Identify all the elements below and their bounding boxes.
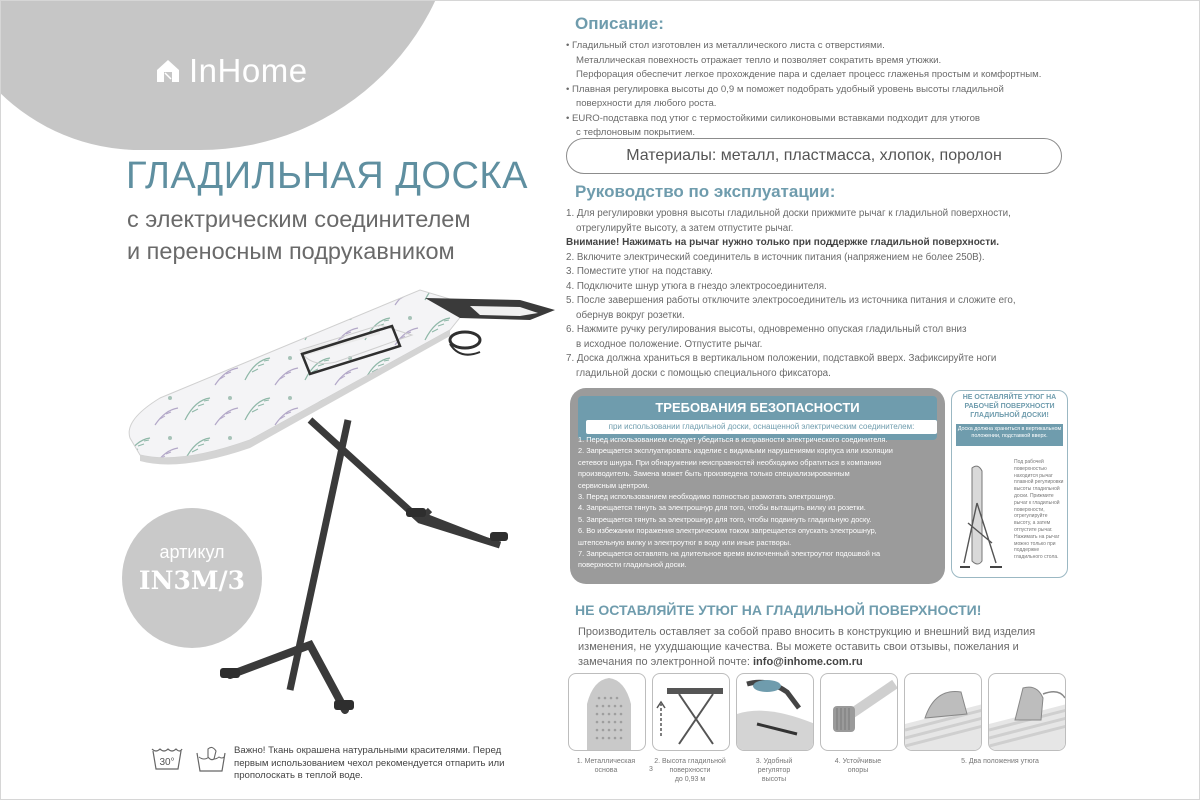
- guide-line: 3. Поместите утюг на подставку.: [566, 266, 713, 277]
- feature-label-line: основа: [594, 767, 618, 774]
- guide-line: обернув вокруг розетки.: [576, 309, 685, 321]
- safety-line: сетевого шнура. При обнаружении неисправностей необходимо обратиться в компанию: [578, 457, 882, 467]
- safety-line: 4. Запрещается тянуть за электрошнур для того, чтобы вытащить вилку из розетки.: [578, 503, 866, 513]
- feature-label-line: 4. Устойчивые: [834, 758, 882, 765]
- safety-line: 6. Во избежании поражения электрическим током запрещается опускать электрошнур,: [578, 526, 877, 536]
- feature-label-line: поверхности: [669, 767, 711, 774]
- feature-label: [566, 757, 646, 775]
- storage-side-card: [951, 390, 1068, 578]
- description-heading: Описание:: [575, 14, 664, 33]
- description-line: поверхности для любого роста.: [576, 98, 717, 109]
- side-card-band: Доска должна храниться в вертикальном положении, подставкой вверх.: [956, 424, 1063, 446]
- feature-cards: [568, 673, 1066, 751]
- article-label: артикул: [159, 542, 225, 562]
- wash-30-icon: [150, 745, 184, 771]
- stray-mark: 3: [649, 766, 653, 773]
- feature-label-line: 1. Металлическая: [576, 758, 636, 765]
- safety-line: 3. Перед использованием необходимо полностью размотать электрошнур.: [578, 492, 836, 502]
- safety-line: 2. Запрещается эксплуатировать изделие с видимыми нарушениями корпуса или изоляции: [578, 446, 893, 456]
- guide-line: 2. Включите электрический соединитель в источник питания (напряжением не более 250В).: [566, 251, 985, 263]
- guide-heading: Руководство по эксплуатации:: [575, 182, 836, 201]
- guide-line: отрегулируйте высоту, а затем отпустите рычаг.: [576, 222, 794, 234]
- feature-card-iron-position-1: [904, 673, 982, 751]
- guide-list: [566, 207, 1126, 381]
- hand-wash-icon: [194, 745, 228, 773]
- safety-line: сервисным центром.: [578, 480, 650, 490]
- feature-label: [940, 757, 1060, 766]
- feature-card-iron-position-2: [988, 673, 1066, 751]
- safety-title: ТРЕБОВАНИЯ БЕЗОПАСНОСТИ: [655, 400, 860, 415]
- iron-rest-icon: [905, 674, 982, 751]
- safety-line: штепсельную вилку и электроутюг в воду или иные растворы.: [578, 537, 792, 547]
- side-card-text: Под рабочей поверхностью находится рычаг плавной регулировки высоты гладильной доски. Прижмите рычаг к гладильной поверхности, отрегулируйте высоту, а затем отпустите рычаг. Нажимать на рычаг можно только при поддержке гладильного стола.: [1014, 459, 1064, 561]
- feature-label: [650, 757, 730, 784]
- safety-requirements-box: [570, 388, 945, 584]
- care-note: Важно! Ткань окрашена натуральными красителями. Перед первым использованием чехол рекомендуется отпарить или прополоскать в теплой воде.: [234, 745, 505, 781]
- feature-label-line: высоты: [761, 776, 787, 783]
- side-card-heading: НЕ ОСТАВЛЯЙТЕ УТЮГ НА РАБОЧЕЙ ПОВЕРХНОСТИ ГЛАДИЛЬНОЙ ДОСКИ!: [962, 394, 1057, 419]
- safety-line: 7. Запрещается оставлять на длительное время включенный электроутюг подошвой на: [578, 549, 881, 559]
- manufacturer-notice: [578, 625, 1058, 670]
- subtitle-line-1: с электрическим соединителем: [127, 206, 471, 232]
- description-line: Перфорация обеспечит легкое прохождение пара и сделает процесс глаженья простым и комфортным.: [576, 69, 1042, 80]
- safety-subtitle: при использовании гладильной доски, оснащенной электрическим соединителем:: [586, 420, 937, 434]
- subtitle-line-2: и переносным подрукавником: [127, 238, 455, 264]
- description-line: Металлическая повехность отражает тепло и позволяет сократить время утюжки.: [576, 54, 942, 66]
- description-line: • EURO-подставка под утюг с термостойкими силиконовыми вставками подходит для утюгов: [566, 112, 980, 124]
- manufacturer-notice-text: Производитель оставляет за собой право вносить в конструкцию и внешний вид изделия изменения, не ухудшающие качества. Вы можете оставить свои отзывы, пожелания и замечания по электронной почте:: [578, 626, 1036, 668]
- iron-upright-icon: [989, 674, 1066, 751]
- guide-line: 6. Нажмите ручку регулирования высоты, одновременно опуская гладильный стол вниз: [566, 324, 967, 335]
- feature-label-line: 5. Два положения утюга: [961, 758, 1039, 765]
- description-line: • Гладильный стол изготовлен из металлического листа с отверстиями.: [566, 40, 885, 51]
- guide-line: в исходное положение. Отпустите рычаг.: [576, 338, 763, 350]
- safety-line: поверхности гладильной доски.: [578, 560, 687, 570]
- ironing-board-illustration: [120, 270, 560, 730]
- feature-label-line: 3. Удобный: [755, 758, 793, 765]
- feature-label-line: до 0,93 м: [674, 776, 706, 783]
- description-list: [566, 39, 1116, 141]
- height-lever-icon: [737, 674, 814, 751]
- article-code: IN3M/3: [138, 566, 246, 595]
- contact-email: info@inhome.com.ru: [753, 656, 863, 668]
- iron-warning-heading: НЕ ОСТАВЛЯЙТЕ УТЮГ НА ГЛАДИЛЬНОЙ ПОВЕРХНОСТИ!: [575, 602, 982, 618]
- guide-line: гладильной доски с помощью специального фиксатора.: [576, 367, 831, 379]
- safety-line: 5. Запрещается тянуть за электрошнур для того, чтобы подвинуть гладильную доску.: [578, 514, 872, 524]
- feature-card-metal-base: [568, 673, 646, 751]
- wash-temp: 30°: [159, 757, 175, 768]
- materials-box: Материалы: металл, пластмасса, хлопок, поролон: [566, 138, 1062, 174]
- article-badge: [122, 508, 262, 648]
- guide-warning: Внимание! Нажимать на рычаг нужно только при поддержке гладильной поверхности.: [566, 237, 1000, 248]
- brand-name: InHome: [189, 52, 308, 89]
- house-icon: [155, 58, 181, 84]
- safety-line: производитель. Замена может быть произведена только специализированным: [578, 469, 850, 479]
- feature-label-line: 2. Высота гладильной: [654, 758, 726, 765]
- product-title: ГЛАДИЛЬНАЯ ДОСКА: [126, 155, 528, 197]
- safety-list: [578, 434, 940, 571]
- feature-label-line: опоры: [847, 767, 869, 774]
- guide-line: 1. Для регулировки уровня высоты гладильной доски прижмите рычаг к гладильной поверхности,: [566, 208, 1011, 219]
- guide-line: 4. Подключите шнур утюга в гнездо электросоединителя.: [566, 280, 827, 292]
- feature-card-regulator: [736, 673, 814, 751]
- guide-line: 7. Доска должна храниться в вертикальном положении, подставкой вверх. Зафиксируйте ноги: [566, 353, 997, 364]
- description-line: • Плавная регулировка высоты до 0,9 м поможет подобрать удобный уровень высоты гладильной: [566, 83, 1004, 95]
- brand-logo: [155, 52, 308, 90]
- product-subtitle: [127, 203, 471, 267]
- guide-line: 5. После завершения работы отключите электросоединитель из источника питания и сложите его,: [566, 295, 1016, 306]
- folded-board-icon: [958, 463, 1010, 573]
- safety-line: 1. Перед использованием следует убедиться в исправности электрического соединителя.: [578, 435, 888, 444]
- feature-label: [818, 757, 898, 775]
- perforated-board-icon: [569, 674, 646, 751]
- feature-label: [734, 757, 814, 784]
- foot-cap-icon: [821, 674, 898, 751]
- feature-card-height: [652, 673, 730, 751]
- description-line: с тефлоновым покрытием.: [576, 127, 696, 138]
- height-adjust-icon: [653, 674, 730, 751]
- feature-card-stable-feet: [820, 673, 898, 751]
- care-icons: [150, 745, 228, 773]
- feature-label-line: регулятор: [757, 767, 791, 774]
